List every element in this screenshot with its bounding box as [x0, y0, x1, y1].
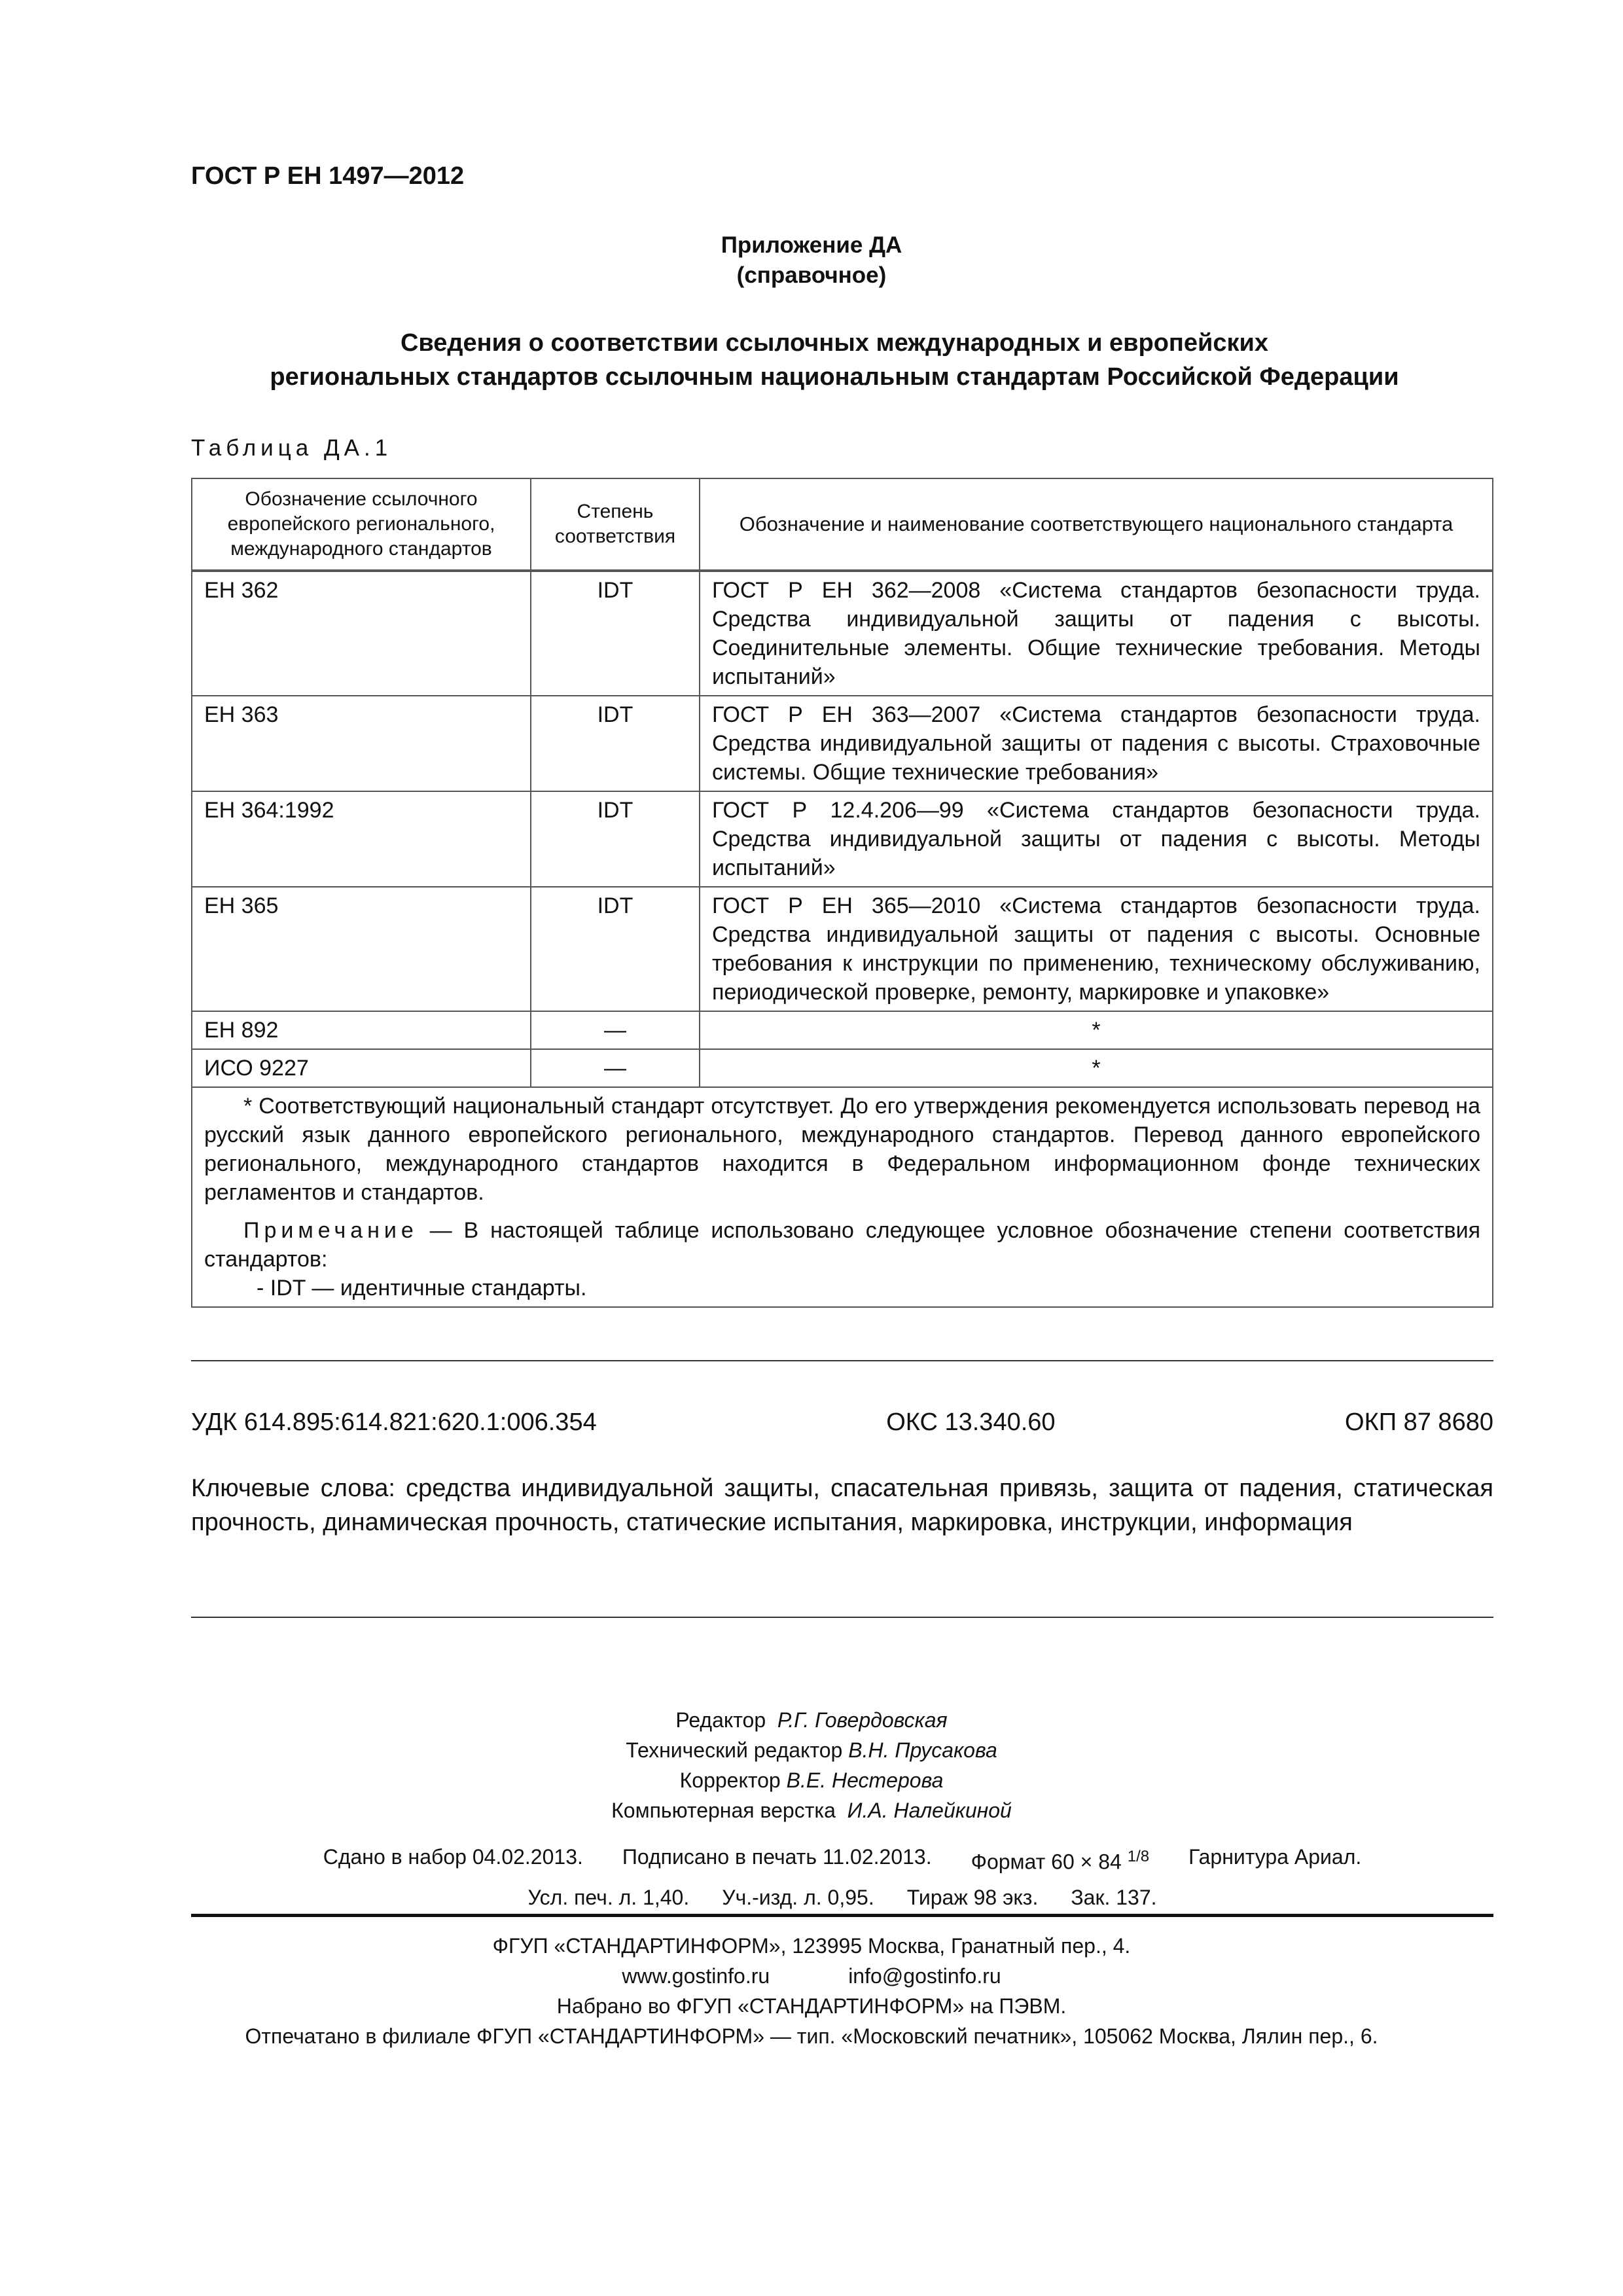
- table-footnote-cell: [192, 1087, 1493, 1307]
- credit-role: Компьютерная верстка: [611, 1799, 836, 1822]
- imprint-line-2: [191, 1880, 1493, 1915]
- note-list-item: - IDT — идентичные стандарты.: [257, 1276, 587, 1300]
- cell-code: ЕН 892: [192, 1011, 531, 1049]
- imprint-format-prefix: Формат 60 × 84: [971, 1850, 1122, 1874]
- publisher-links: [0, 1961, 1623, 1991]
- credit-role: Редактор: [675, 1708, 766, 1732]
- note-label: Примечание: [243, 1218, 418, 1243]
- keywords: Ключевые слова: средства индивидуальной защиты, спасательная привязь, защита от падения, статическая прочность, динамическая прочность, статические испытания, маркировка, инструкции, информация: [191, 1475, 1493, 1536]
- udk-code: УДК 614.895:614.821:620.1:006.354: [191, 1408, 597, 1436]
- table-row: [192, 571, 1493, 696]
- table-row: [192, 791, 1493, 887]
- cell-standard: ГОСТ Р ЕН 365—2010 «Система стандартов безопасности труда. Средства индивидуальной защиты от падения с высоты. Основные требования к инструкции по применению, техническому обслуживанию, периодической проверке, ремонту, маркировке и упаковке»: [700, 887, 1493, 1011]
- section-heading-line-2: региональных стандартов ссылочным национальным стандартам Российской Федерации: [270, 363, 1399, 391]
- table-caption: Таблица ДА.1: [191, 435, 393, 461]
- table-row: [192, 1011, 1493, 1049]
- cell-standard: ГОСТ Р ЕН 362—2008 «Система стандартов безопасности труда. Средства индивидуальной защиты от падения с высоты. Соединительные элементы. Общие технические требования. Методы испытаний»: [700, 571, 1493, 696]
- credit-layout: [0, 1795, 1623, 1825]
- publisher-block: [0, 1931, 1623, 2051]
- header-degree: Степень соответствия: [531, 478, 700, 571]
- section-heading: [183, 326, 1486, 394]
- imprint-block: [191, 1839, 1493, 1915]
- credit-role: Корректор: [679, 1768, 781, 1792]
- credit-name: В.Н. Прусакова: [848, 1738, 997, 1762]
- cell-code: ЕН 362: [192, 571, 531, 696]
- cell-degree: IDT: [531, 696, 700, 791]
- header-national-standard: Обозначение и наименование соответствующего национального стандарта: [700, 478, 1493, 571]
- cell-standard: ГОСТ Р 12.4.206—99 «Система стандартов безопасности труда. Средства индивидуальной защиты от падения с высоты. Методы испытаний»: [700, 791, 1493, 887]
- cell-degree: —: [531, 1011, 700, 1049]
- imprint-typeface: Гарнитура Ариал.: [1188, 1845, 1362, 1869]
- oks-code: ОКС 13.340.60: [886, 1408, 1056, 1436]
- cell-degree: IDT: [531, 571, 700, 696]
- note-text: — В настоящей таблице использовано следующее условное обозначение степени соответствия стандартов:: [204, 1218, 1480, 1272]
- imprint-pub-sheets: Уч.-изд. л. 0,95.: [722, 1885, 874, 1909]
- credit-tech-editor: [0, 1735, 1623, 1765]
- footnote-text: * Соответствующий национальный стандарт отсутствует. До его утверждения рекомендуется использовать перевод на русский язык данного европейского регионального, международного стандартов. Перевод данного европейского регионального, международного стандартов находится в Федеральном информационном фонде технических регламентов и стандартов.: [204, 1094, 1480, 1205]
- section-heading-line-1: Сведения о соответствии ссылочных международных и европейских: [400, 329, 1269, 357]
- publisher-website-link[interactable]: www.gostinfo.ru: [622, 1964, 770, 1988]
- credits-block: [0, 1705, 1623, 1825]
- imprint-submitted: Сдано в набор 04.02.2013.: [323, 1845, 583, 1869]
- publisher-typeset: Набрано во ФГУП «СТАНДАРТИНФОРМ» на ПЭВМ.: [556, 1994, 1067, 2018]
- credit-proofreader: [0, 1765, 1623, 1795]
- credit-name: Р.Г. Говердовская: [777, 1708, 948, 1732]
- cell-degree: —: [531, 1049, 700, 1087]
- imprint-run: Тираж 98 экз.: [906, 1885, 1039, 1909]
- table-header-row: [192, 478, 1493, 571]
- publisher-printed: Отпечатано в филиале ФГУП «СТАНДАРТИНФОРМ» — тип. «Московский печатник», 105062 Москва, Лялин пер., 6.: [245, 2024, 1378, 2048]
- cell-degree: IDT: [531, 887, 700, 1011]
- correspondence-table: [191, 478, 1493, 1308]
- divider-line: [191, 1617, 1493, 1618]
- cell-code: ИСО 9227: [192, 1049, 531, 1087]
- imprint-order: Зак. 137.: [1071, 1885, 1157, 1909]
- credit-name: В.Е. Нестерова: [786, 1768, 944, 1792]
- credit-name: И.А. Налейкиной: [847, 1799, 1012, 1822]
- table-row: [192, 1049, 1493, 1087]
- cell-standard: *: [700, 1011, 1493, 1049]
- cell-code: ЕН 364:1992: [192, 791, 531, 887]
- divider-line: [191, 1360, 1493, 1361]
- classification-codes: [191, 1408, 1493, 1437]
- publisher-email-link[interactable]: info@gostinfo.ru: [848, 1964, 1001, 1988]
- note-paragraph: [204, 1216, 1480, 1274]
- cell-degree: IDT: [531, 791, 700, 887]
- imprint-line-1: [191, 1839, 1493, 1880]
- cell-standard: ГОСТ Р ЕН 363—2007 «Система стандартов безопасности труда. Средства индивидуальной защиты от падения с высоты. Страховочные системы. Общие технические требования»: [700, 696, 1493, 791]
- imprint-signed: Подписано в печать 11.02.2013.: [622, 1845, 932, 1869]
- credit-editor: [0, 1705, 1623, 1735]
- imprint-format: [971, 1839, 1149, 1880]
- table-footnote-row: [192, 1087, 1493, 1307]
- appendix-kind: (справочное): [736, 262, 887, 288]
- okp-code: ОКП 87 8680: [1345, 1408, 1493, 1436]
- document-code: ГОСТ Р ЕН 1497—2012: [191, 162, 465, 190]
- cell-code: ЕН 365: [192, 887, 531, 1011]
- header-reference-standard: Обозначение ссылочного европейского регионального, международного стандартов: [192, 478, 531, 571]
- publisher-address: ФГУП «СТАНДАРТИНФОРМ», 123995 Москва, Гранатный пер., 4.: [492, 1934, 1131, 1958]
- imprint-print-sheets: Усл. печ. л. 1,40.: [527, 1885, 690, 1909]
- table-row: [192, 696, 1493, 791]
- cell-standard: *: [700, 1049, 1493, 1087]
- imprint-format-fraction: 1/8: [1127, 1848, 1150, 1865]
- cell-code: ЕН 363: [192, 696, 531, 791]
- appendix-title: Приложение ДА: [721, 232, 902, 258]
- table-row: [192, 887, 1493, 1011]
- credit-role: Технический редактор: [626, 1738, 843, 1762]
- divider-line-thick: [191, 1914, 1493, 1917]
